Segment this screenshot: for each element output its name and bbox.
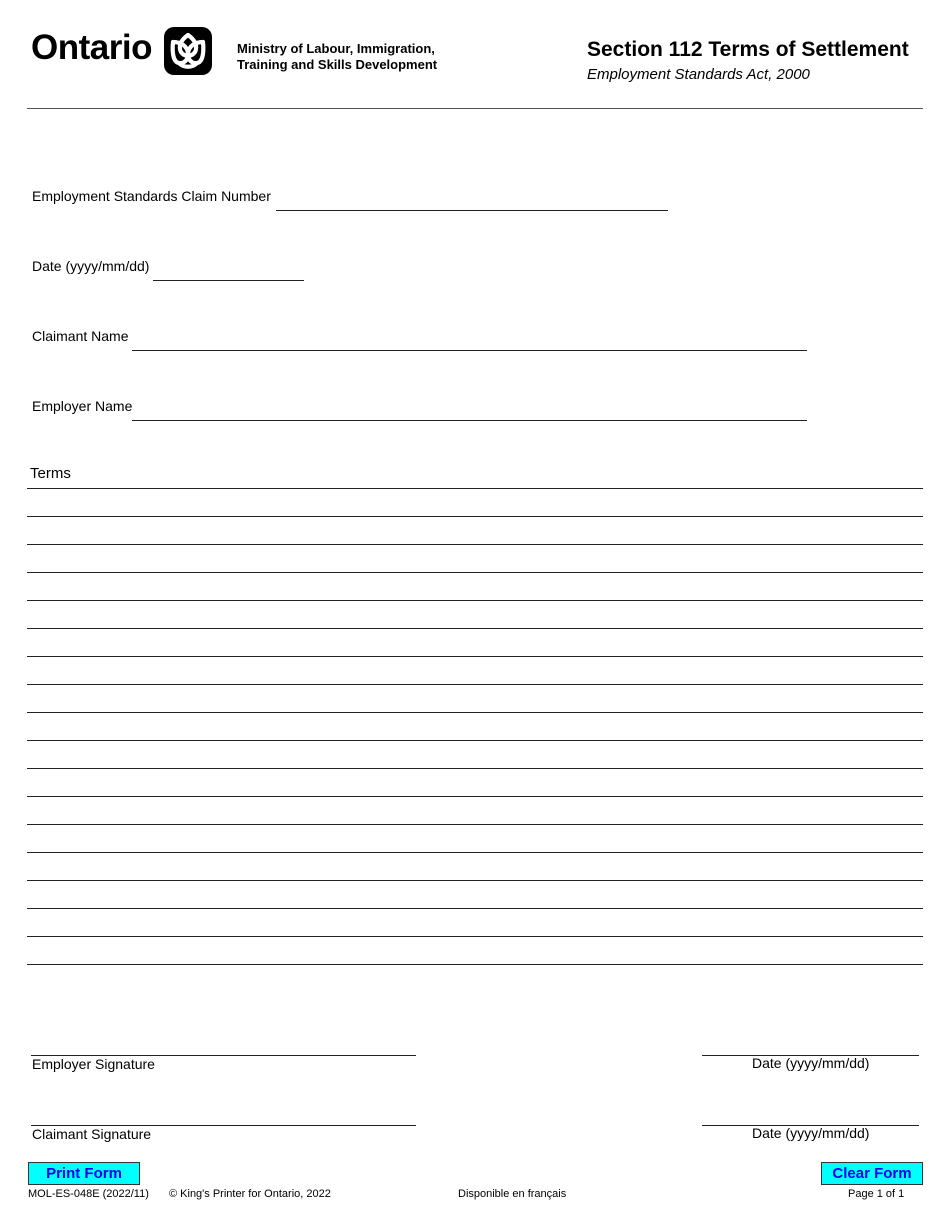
terms-line[interactable] <box>27 964 923 965</box>
form-code: MOL-ES-048E (2022/11) <box>28 1188 149 1200</box>
terms-line[interactable] <box>27 600 923 601</box>
terms-line[interactable] <box>27 516 923 517</box>
page-title: Section 112 Terms of Settlement <box>587 38 909 61</box>
date-label: Date (yyyy/mm/dd) <box>32 258 150 274</box>
ministry-name <box>237 41 437 73</box>
claimant-signature-label: Claimant Signature <box>32 1126 152 1142</box>
french-availability: Disponible en français <box>458 1188 567 1200</box>
employer-signature-date-label: Date (yyyy/mm/dd) <box>752 1055 870 1071</box>
terms-line[interactable] <box>27 684 923 685</box>
page-subtitle: Employment Standards Act, 2000 <box>587 66 810 83</box>
terms-line[interactable] <box>27 768 923 769</box>
terms-line[interactable] <box>27 852 923 853</box>
terms-line[interactable] <box>27 740 923 741</box>
terms-line[interactable] <box>27 656 923 657</box>
ministry-line-2: Training and Skills Development <box>237 57 438 72</box>
claimant-name-field[interactable] <box>132 350 807 351</box>
terms-heading: Terms <box>30 465 71 482</box>
terms-line[interactable] <box>27 824 923 825</box>
claim-number-field[interactable] <box>276 210 668 211</box>
terms-line[interactable] <box>27 488 923 489</box>
terms-line[interactable] <box>27 572 923 573</box>
ministry-line-1: Ministry of Labour, Immigration, <box>237 41 435 56</box>
page-number: Page 1 of 1 <box>848 1188 905 1200</box>
employer-signature-label: Employer Signature <box>32 1056 155 1072</box>
terms-line[interactable] <box>27 544 923 545</box>
terms-line[interactable] <box>27 908 923 909</box>
header-divider <box>27 108 923 109</box>
terms-line[interactable] <box>27 880 923 881</box>
terms-line[interactable] <box>27 796 923 797</box>
ontario-logo-text: Ontario <box>31 28 152 67</box>
clear-form-button[interactable]: Clear Form <box>821 1162 923 1185</box>
claimant-name-label: Claimant Name <box>32 328 129 344</box>
date-field[interactable] <box>153 280 304 281</box>
copyright-notice: © King's Printer for Ontario, 2022 <box>169 1188 331 1200</box>
terms-line[interactable] <box>27 712 923 713</box>
print-form-button[interactable]: Print Form <box>28 1162 140 1185</box>
trillium-logo-icon <box>164 27 212 75</box>
terms-line[interactable] <box>27 628 923 629</box>
employer-name-label: Employer Name <box>32 398 133 414</box>
terms-line[interactable] <box>27 936 923 937</box>
claim-number-label: Employment Standards Claim Number <box>32 188 271 204</box>
employer-name-field[interactable] <box>132 420 807 421</box>
claimant-signature-date-label: Date (yyyy/mm/dd) <box>752 1125 870 1141</box>
